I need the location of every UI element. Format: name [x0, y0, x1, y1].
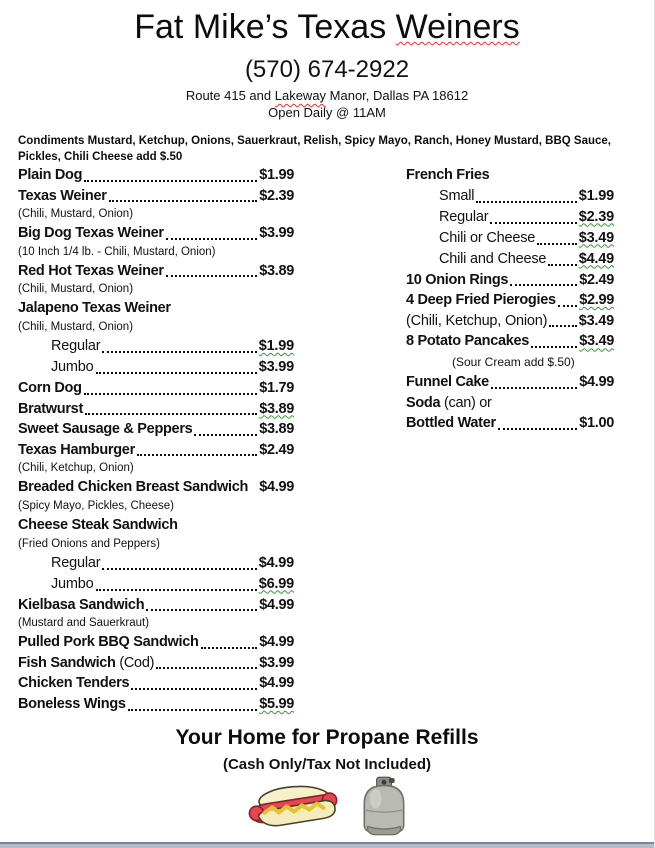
menu-item-leader [531, 346, 577, 348]
menu-item-leader [102, 568, 256, 570]
menu-item-note: (Cod) [115, 654, 155, 671]
menu-column-left [18, 165, 294, 715]
menu-item-name: Pulled Pork BBQ Sandwich [18, 634, 199, 651]
address-text: Route 415 and [185, 88, 275, 103]
menu-item-row [18, 694, 294, 715]
propane-tank-icon [359, 774, 409, 838]
menu-item-row [18, 186, 294, 207]
menu-item-leader [201, 647, 258, 649]
menu-item-row [406, 393, 614, 414]
menu-item-price: $1.99 [578, 187, 614, 204]
footer-icons [0, 774, 654, 838]
menu-item-name: Soda (can) or [406, 394, 492, 411]
menu-item-row [18, 632, 294, 653]
menu-item-row [18, 460, 294, 477]
menu-item-price: $4.99 [258, 554, 294, 571]
menu-item-name: (Fried Onions and Peppers) [18, 537, 160, 550]
menu-item-row [18, 261, 294, 282]
menu-item-price: $4.49 [578, 250, 614, 267]
menu-item-name: Regular [51, 337, 101, 354]
menu-item-row [406, 311, 614, 332]
menu-item-row [18, 515, 294, 536]
menu-item-leader [102, 351, 256, 353]
menu-item-name: (Chili, Ketchup, Onion) [18, 462, 134, 475]
footer-cash-note: (Cash Only/Tax Not Included) [222, 756, 432, 773]
title-text-misspelled: Weiners [395, 8, 520, 46]
menu-item-row [406, 372, 614, 393]
menu-item-name: (Chili, Mustard, Onion) [18, 320, 134, 333]
menu-item-name: Small [439, 187, 475, 204]
menu-item-row [18, 281, 294, 298]
menu-item-leader [85, 413, 257, 415]
menu-item-leader [537, 243, 577, 245]
menu-item-price: $2.39 [259, 187, 294, 204]
menu-item-name: Texas Weiner [18, 187, 107, 204]
menu-item-row [18, 399, 294, 420]
page-title [0, 8, 654, 47]
menu-item-leader [248, 477, 259, 498]
menu-item-price: $4.99 [259, 479, 294, 496]
menu-item-leader [491, 387, 577, 389]
menu-item-name: (Sour Cream add $.50) [452, 354, 575, 369]
menu-item-name: Sweet Sausage & Peppers [18, 421, 193, 438]
menu-item-name: (Spicy Mayo, Pickles, Cheese) [18, 499, 174, 512]
menu-item-price: $1.99 [259, 167, 294, 183]
menu-item-leader [109, 200, 258, 202]
menu-item-name: Bratwurst [18, 400, 83, 417]
menu-item-price: $4.99 [259, 596, 294, 613]
menu-item-row [18, 223, 294, 244]
menu-item-price: $6.99 [258, 575, 294, 592]
menu-item-price: $3.49 [578, 312, 614, 329]
menu-item-row [406, 290, 614, 311]
menu-columns [18, 165, 614, 715]
menu-item-name: Boneless Wings [18, 695, 126, 712]
menu-item-note: (can) or [440, 394, 492, 411]
menu-item-name: (Chili, Mustard, Onion) [18, 283, 134, 296]
menu-item-row [18, 498, 294, 515]
menu-item-name: Texas Hamburger [18, 441, 135, 458]
menu-item-price: $3.99 [258, 358, 294, 375]
menu-item-price: $3.99 [259, 654, 294, 671]
menu-item-name: Red Hot Texas Weiner [18, 262, 164, 279]
menu-item-price: $1.00 [579, 415, 614, 432]
menu-item-name: (Chili, Mustard, Onion) [18, 208, 134, 221]
menu-item-price: $4.99 [259, 634, 294, 651]
menu-item-row [406, 331, 614, 352]
menu-item-price: $1.99 [258, 337, 294, 354]
menu-item-name: Regular [51, 554, 101, 571]
menu-item-row [18, 336, 294, 357]
menu-item-row [406, 413, 614, 434]
menu-item-name: Corn Dog [18, 379, 82, 396]
menu-item-row [406, 270, 614, 291]
footer-tagline: Your Home for Propane Refills [175, 726, 479, 749]
menu-item-row [18, 357, 294, 378]
menu-item-name: Chili or Cheese [439, 229, 536, 246]
menu-item-name: 4 Deep Fried Pierogies [406, 292, 556, 309]
menu-item-price: $4.99 [259, 675, 294, 692]
menu-item-row [406, 165, 614, 186]
menu-item-leader [84, 180, 257, 182]
address-text-misspelled: Lakeway [274, 88, 327, 103]
menu-item-name: Plain Dog [18, 167, 83, 183]
menu-item-name: French Fries [406, 167, 490, 183]
menu-item-leader [476, 201, 576, 203]
menu-item-row [18, 244, 294, 261]
menu-item-leader [549, 325, 576, 327]
menu-item-name: Breaded Chicken Breast Sandwich [18, 479, 249, 496]
menu-item-name: Kielbasa Sandwich [18, 596, 145, 613]
menu-item-leader [498, 428, 577, 430]
menu-item-name: Jumbo [51, 358, 94, 375]
menu-item-price: $3.99 [259, 225, 294, 242]
menu-item-row [18, 440, 294, 461]
hot-dog-icon [243, 774, 343, 839]
menu-item-name: Big Dog Texas Weiner [18, 225, 164, 242]
menu-item-leader [194, 434, 257, 436]
menu-item-name: Jumbo [51, 575, 94, 592]
menu-item-row [18, 615, 294, 632]
menu-item-name: (10 Inch 1/4 lb. - Chili, Mustard, Onion) [18, 245, 216, 258]
menu-item-leader [166, 238, 257, 240]
menu-item-price: $2.49 [579, 271, 614, 288]
menu-item-price: $1.79 [259, 379, 294, 396]
menu-item-price: $2.39 [578, 208, 614, 225]
menu-item-price: $3.49 [578, 229, 614, 246]
menu-item-row [18, 319, 294, 336]
menu-item-name: Funnel Cake [406, 373, 489, 390]
menu-item-row [18, 574, 294, 595]
menu-item-row [18, 165, 294, 186]
title-text: Fat Mike’s Texas [134, 8, 396, 46]
menu-item-leader [137, 454, 257, 456]
menu-item-leader [156, 667, 257, 669]
menu-item-name: (Chili, Ketchup, Onion) [406, 312, 548, 329]
menu-item-row [18, 673, 294, 694]
menu-item-price: $5.99 [259, 695, 294, 712]
menu-item-leader [166, 275, 257, 277]
menu-item-name: Chicken Tenders [18, 675, 130, 692]
menu-item-row [18, 378, 294, 399]
hours-line: Open Daily @ 11AM [268, 105, 386, 120]
menu-item-price: $4.99 [579, 373, 614, 390]
menu-item-row [406, 207, 614, 228]
address-line [0, 88, 654, 103]
menu-item-row [406, 352, 614, 372]
menu-item-price: $2.49 [259, 441, 294, 458]
menu-item-row [18, 595, 294, 616]
menu-item-leader [558, 305, 577, 307]
menu-item-leader [84, 393, 258, 395]
menu-item-leader [146, 609, 257, 611]
menu-item-row [18, 298, 294, 319]
menu-item-row [406, 228, 614, 249]
menu-item-name: (Mustard and Sauerkraut) [18, 617, 150, 630]
menu-column-right [406, 165, 614, 434]
menu-item-price: $2.99 [579, 292, 614, 309]
condiments-note: Condiments Mustard, Ketchup, Onions, Sauerkraut, Relish, Spicy Mayo, Ranch, Honey Mustard, BBQ Sauce, Pickles, Chili Cheese add $.50 [18, 135, 612, 163]
menu-item-row [18, 206, 294, 223]
menu-item-leader [510, 284, 577, 286]
menu-item-leader [490, 222, 576, 224]
menu-item-price: $3.89 [259, 400, 294, 417]
window-bottom-bar [0, 842, 654, 848]
address-text-rest: Manor, Dallas PA 18612 [326, 88, 469, 103]
menu-item-name: Bottled Water [406, 415, 496, 432]
menu-item-price: $3.89 [259, 262, 294, 279]
menu-item-name: 8 Potato Pancakes [406, 333, 530, 350]
menu-item-name: Regular [439, 208, 489, 225]
menu-item-row [406, 186, 614, 207]
menu-item-row [18, 553, 294, 574]
phone-number: (570) 674-2922 [244, 56, 410, 83]
menu-item-name: Jalapeno Texas Weiner [18, 300, 171, 317]
menu-item-leader [131, 688, 257, 690]
menu-item-row [18, 477, 294, 498]
menu-item-row [406, 249, 614, 270]
menu-item-name: Fish Sandwich (Cod) [18, 654, 155, 671]
menu-item-price: $3.49 [579, 333, 614, 350]
menu-item-leader [96, 589, 257, 591]
menu-item-leader [128, 709, 258, 711]
menu-item-row [18, 419, 294, 440]
menu-item-name: Cheese Steak Sandwich [18, 516, 178, 533]
menu-item-row [18, 653, 294, 674]
menu-item-name: Chili and Cheese [439, 250, 547, 267]
menu-item-leader [96, 372, 257, 374]
menu-item-row [18, 536, 294, 553]
menu-item-leader [548, 264, 576, 266]
menu-item-name: 10 Onion Rings [406, 271, 509, 288]
menu-item-price: $3.89 [259, 421, 294, 438]
